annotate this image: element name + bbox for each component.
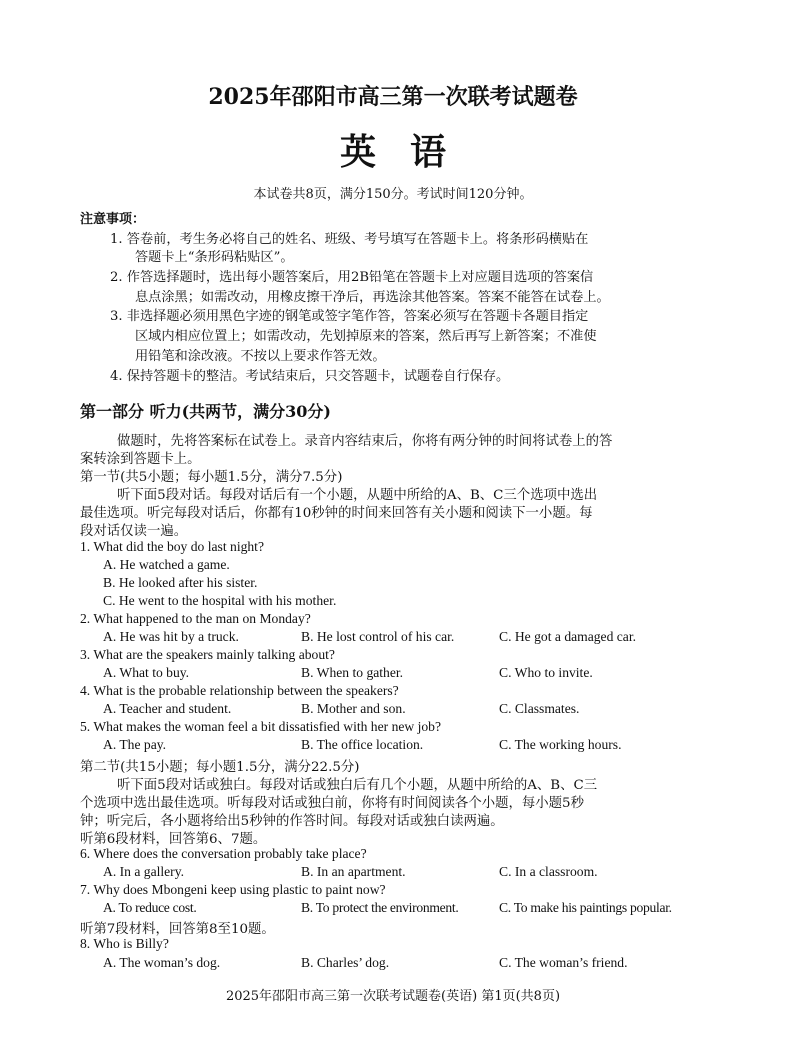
notice-line: 答题卡上“条形码粘贴区”。 xyxy=(135,250,294,265)
q4-option-c: C. Classmates. xyxy=(499,701,580,716)
q2-option-c: C. He got a damaged car. xyxy=(499,629,637,644)
material-6-instruction: 听第6段材料，回答第6、7题。 xyxy=(80,832,267,847)
q8-option-b: B. Charles’ dog. xyxy=(301,955,390,970)
notice-line: 区域内相应位置上；如需改动，先划掉原来的答案，然后再写上新答案；不准使 xyxy=(135,329,597,344)
q1-option-b: B. He looked after his sister. xyxy=(103,575,258,590)
q5-option-b: B. The office location. xyxy=(301,737,424,752)
q8-option-a: A. The woman’s dog. xyxy=(103,955,221,970)
q2-option-b: B. He lost control of his car. xyxy=(301,629,455,644)
q4-option-b: B. Mother and son. xyxy=(301,701,406,716)
section2-heading: 第二节(共15小题；每小题1.5分，满分22.5分) xyxy=(80,760,360,775)
notice-line: 用铅笔和涂改液。不按以上要求作答无效。 xyxy=(135,349,386,364)
question-5: 5. What makes the woman feel a bit dissatisfied with her new job? xyxy=(80,719,442,734)
q5-option-c: C. The working hours. xyxy=(499,737,622,752)
part1-intro-line: 做题时，先将答案标在试卷上。录音内容结束后，你将有两分钟的时间将试卷上的答 xyxy=(117,434,613,449)
notice-line: 息点涂黑；如需改动，用橡皮擦干净后，再选涂其他答案。答案不能答在试卷上。 xyxy=(135,290,610,305)
notice-line: 3. 非选择题必须用黑色字迹的钢笔或签字笔作答，答案必须写在答题卡各题目指定 xyxy=(110,309,589,324)
q1-option-c: C. He went to the hospital with his mother. xyxy=(103,593,337,608)
exam-title: 2025年邵阳市高三第一次联考试题卷 xyxy=(208,84,578,110)
q5-option-a: A. The pay. xyxy=(103,737,167,752)
question-6: 6. Where does the conversation probably take place? xyxy=(80,846,367,861)
notice-heading: 注意事项： xyxy=(80,212,146,227)
q7-option-b: B. To protect the environment. xyxy=(301,900,459,915)
notice-line: 4. 保持答题卡的整洁。考试结束后，只交答题卡，试题卷自行保存。 xyxy=(110,369,510,384)
question-7: 7. Why does Mbongeni keep using plastic to paint now? xyxy=(80,882,386,897)
section2-intro-line: 听下面5段对话或独白。每段对话或独白后有几个小题，从题中所给的A、B、C三 xyxy=(117,778,598,793)
q6-option-b: B. In an apartment. xyxy=(301,864,406,879)
question-2: 2. What happened to the man on Monday? xyxy=(80,611,311,626)
notice-line: 2. 作答选择题时，选出每小题答案后，用2B铅笔在答题卡上对应题目选项的答案信 xyxy=(110,270,594,285)
section1-intro-line: 听下面5段对话。每段对话后有一个小题，从题中所给的A、B、C三个选项中选出 xyxy=(117,488,598,503)
section2-intro-line: 个选项中选出最佳选项。听每段对话或独白前，你将有时间阅读各个小题，每小题5秒 xyxy=(80,796,584,811)
exam-info: 本试卷共8页，满分150分。考试时间120分钟。 xyxy=(253,187,533,202)
section1-intro-line: 段对话仅读一遍。 xyxy=(80,524,188,539)
section2-intro-line: 钟；听完后，各小题将给出5秒钟的作答时间。每段对话或独白读两遍。 xyxy=(80,814,504,829)
question-8: 8. Who is Billy? xyxy=(80,936,169,951)
question-1: 1. What did the boy do last night? xyxy=(80,539,264,554)
part1-heading: 第一部分 听力(共两节，满分30分) xyxy=(80,402,331,421)
q3-option-a: A. What to buy. xyxy=(103,665,190,680)
notice-line: 1. 答卷前，考生务必将自己的姓名、班级、考号填写在答题卡上。将条形码横贴在 xyxy=(110,232,589,247)
subject-title: 英语 xyxy=(339,131,480,173)
section1-heading: 第一节(共5小题；每小题1.5分，满分7.5分) xyxy=(80,470,343,485)
q3-option-b: B. When to gather. xyxy=(301,665,404,680)
q2-option-a: A. He was hit by a truck. xyxy=(103,629,239,644)
part1-intro-line: 案转涂到答题卡上。 xyxy=(80,452,201,467)
section1-intro-line: 最佳选项。听完每段对话后，你都有10秒钟的时间来回答有关小题和阅读下一小题。每 xyxy=(80,506,593,521)
q3-option-c: C. Who to invite. xyxy=(499,665,593,680)
q4-option-a: A. Teacher and student. xyxy=(103,701,232,716)
material-7-instruction: 听第7段材料，回答第8至10题。 xyxy=(80,922,275,937)
question-4: 4. What is the probable relationship between the speakers? xyxy=(80,683,399,698)
question-3: 3. What are the speakers mainly talking about? xyxy=(80,647,335,662)
q6-option-c: C. In a classroom. xyxy=(499,864,598,879)
q6-option-a: A. In a gallery. xyxy=(103,864,185,879)
q8-option-c: C. The woman’s friend. xyxy=(499,955,628,970)
q7-option-a: A. To reduce cost. xyxy=(103,900,197,915)
q7-option-c: C. To make his paintings popular. xyxy=(499,900,672,915)
q1-option-a: A. He watched a game. xyxy=(103,557,230,572)
page-footer: 2025年邵阳市高三第一次联考试题卷(英语) 第1页(共8页) xyxy=(225,989,561,1004)
